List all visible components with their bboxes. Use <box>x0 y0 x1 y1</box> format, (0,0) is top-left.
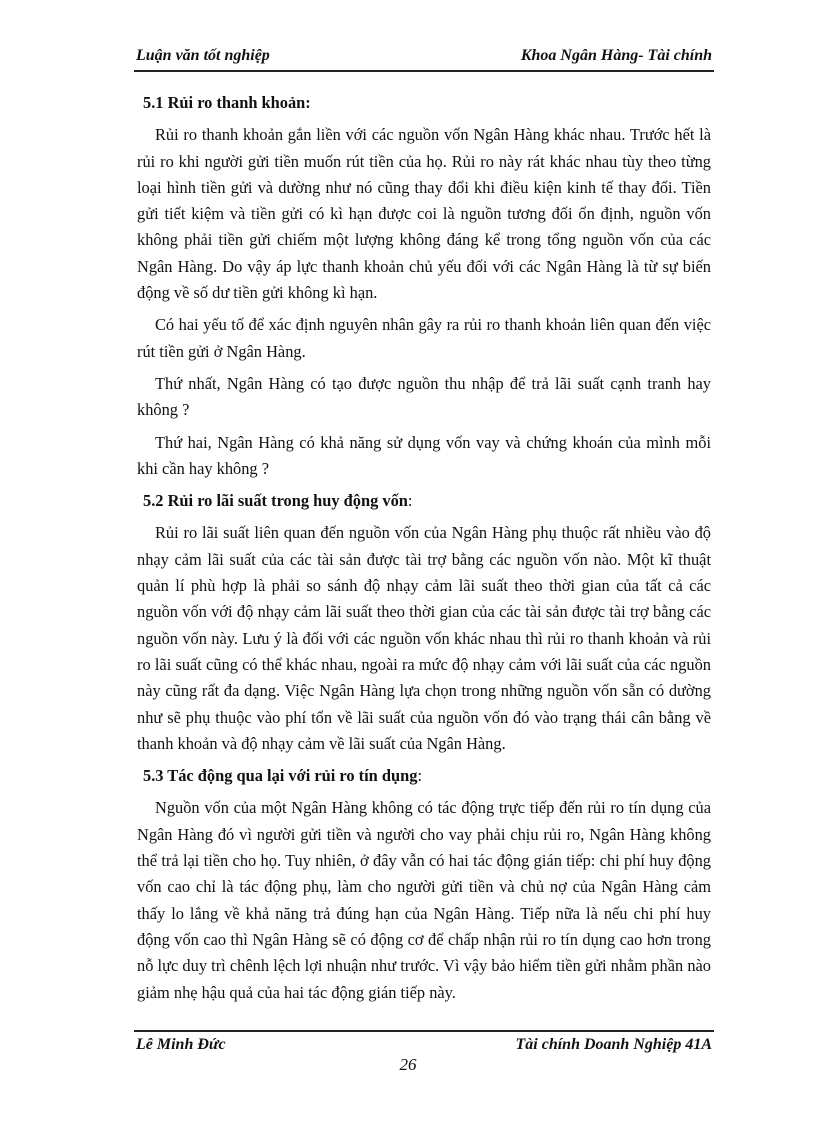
section-title-5-3-text: 5.3 Tác động qua lại với rủi ro tín dụng <box>143 766 418 786</box>
header-faculty-label: Khoa Ngân Hàng- Tài chính <box>520 47 712 64</box>
footer-class: Tài chính Doanh Nghiệp 41A <box>515 1036 712 1053</box>
paragraph: Thứ nhất, Ngân Hàng có tạo được nguồn thu nhập để trả lãi suất cạnh tranh hay không ? <box>137 373 711 420</box>
paragraph: Rủi ro lãi suất liên quan đến nguồn vốn của Ngân Hàng phụ thuộc rất nhiều vào độ nhạy cảm lãi suất của các tài sản được tài trợ bằng các nguồn vốn nào. Một kĩ thuật quản lí phù hợp là phải so sánh độ nhạy cảm lãi suất theo thời gian của tất cả các nguồn vốn với độ nhạy cảm lãi suất theo thời gian của các tài sản được tài trợ bằng các nguồn vốn này. Lưu ý là đối với các nguồn vốn khác nhau thì rủi ro thanh khoản và rủi ro lãi suất cũng có thể khác nhau, ngoài ra mức độ nhạy cảm với lãi suất của các nguồn này cũng rất đa dạng. Việc Ngân Hàng lựa chọn trong những nguồn vốn sẵn có dường như sẽ phụ thuộc vào phí tổn về lãi suất của nguồn vốn đó vào trạng thái cân bằng về thanh khoản và độ nhạy cảm về lãi suất của Ngân Hàng. <box>137 523 711 753</box>
page-footer <box>134 1030 714 1053</box>
paragraph: Có hai yếu tố để xác định nguyên nhân gây ra rủi ro thanh khoản liên quan đến việc rút tiền gửi ở Ngân Hàng. <box>137 315 711 361</box>
page-header <box>134 46 714 72</box>
header-thesis-label: Luận văn tốt nghiệp <box>136 47 270 64</box>
document-body <box>137 90 711 1012</box>
section-title-5-3-colon: : <box>417 766 423 786</box>
section-title-5-3 <box>143 763 711 789</box>
paragraph: Nguồn vốn của một Ngân Hàng không có tác động trực tiếp đến rủi ro tín dụng của Ngân Hàng đó vì người gửi tiền và người cho vay phải chịu rủi ro, Ngân Hàng không thể trả lại tiền cho họ. Tuy nhiên, ở đây vẫn có hai tác động gián tiếp: chi phí huy động vốn cao chỉ là tác động phụ, làm cho người gửi tiền và chủ nợ của Ngân Hàng cảm thấy lo lắng về khả năng trả đúng hạn của Ngân Hàng. Tiếp nữa là nếu chi phí huy động vốn cao thì Ngân Hàng sẽ có động cơ để chấp nhận rủi ro tín dụng cao hơn trong nỗ lực duy trì chênh lệch lợi nhuận như trước. Vì vậy bảo hiểm tiền gửi nhằm phần nào giảm nhẹ hậu quả của hai tác động gián tiếp này. <box>137 798 711 1002</box>
section-title-5-2-text: 5.2 Rủi ro lãi suất trong huy động vốn <box>143 491 408 511</box>
footer-author: Lê Minh Đức <box>136 1036 226 1053</box>
section-title-5-2-colon: : <box>407 491 413 511</box>
paragraph: Thứ hai, Ngân Hàng có khả năng sử dụng vốn vay và chứng khoán của mình mỗi khi cần hay không ? <box>137 432 711 478</box>
section-title-5-2 <box>143 488 711 514</box>
page-number: 26 <box>399 1055 417 1074</box>
paragraph: Rủi ro thanh khoản gắn liền với các nguồn vốn Ngân Hàng khác nhau. Trước hết là rủi ro khi người gửi tiền muốn rút tiền của họ. Rủi ro này rát khác nhau tùy theo từng loại hình tiền gửi và dường như nó cũng thay đổi khi điều kiện kinh tế thay đổi. Tiền gửi tiết kiệm và tiền gửi có kì hạn được coi là nguồn tương đối ổn định, nguồn vốn không phải tiền gửi chiếm một lượng không đáng kể trong tổng nguồn vốn của các Ngân Hàng. Do vậy áp lực thanh khoản chủ yếu đối với các Ngân Hàng là từ sự biến động về số dư tiền gửi không kì hạn. <box>137 125 711 303</box>
section-title-5-1: 5.1 Rủi ro thanh khoản: <box>143 93 311 112</box>
